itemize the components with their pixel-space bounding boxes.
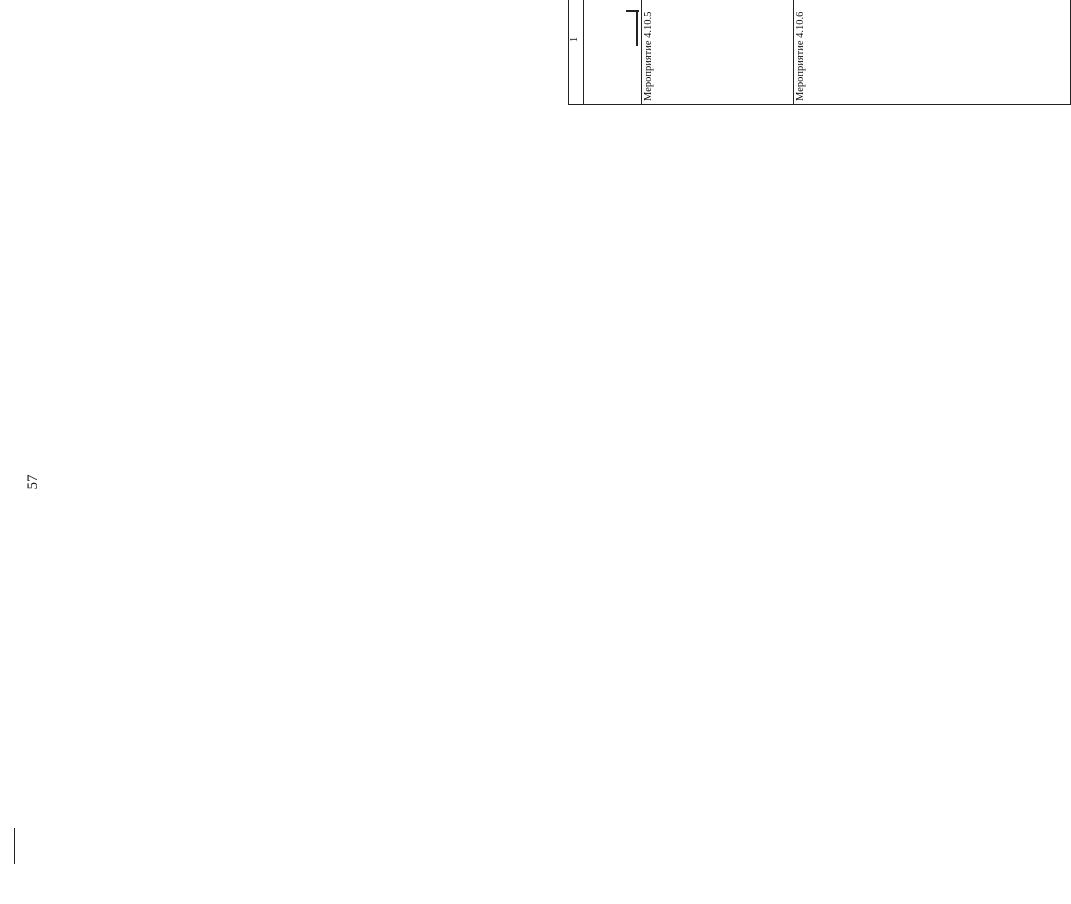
table-row	[642, 0, 661, 105]
budget-table	[568, 0, 1071, 105]
measure-code-cell: Мероприятие 4.10.5	[642, 0, 794, 105]
page-number: 57	[25, 474, 41, 490]
measure-code-cell: Мероприятие 4.10.6	[794, 0, 1071, 105]
header-row	[569, 0, 584, 105]
measure-code-cell	[584, 0, 642, 105]
column-header: 1	[569, 0, 584, 105]
edge-mark	[14, 828, 15, 864]
table-row	[584, 0, 642, 105]
budget-table-rotated	[568, 0, 1032, 105]
table-row	[794, 0, 813, 105]
